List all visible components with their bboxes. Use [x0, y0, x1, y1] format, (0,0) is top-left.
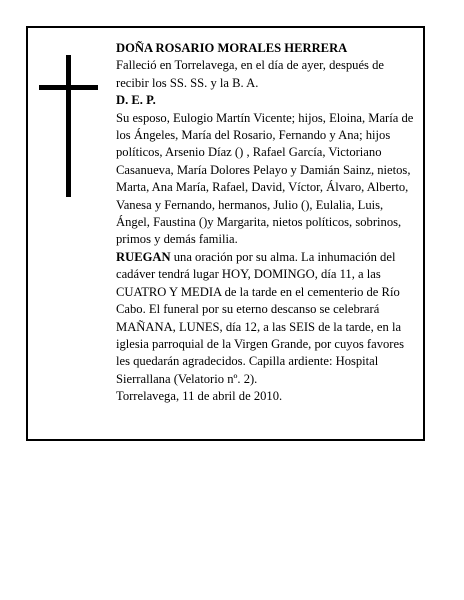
funeral-details: [116, 249, 416, 388]
place-date: Torrelavega, 11 de abril de 2010.: [116, 389, 283, 404]
deceased-name: DOÑA ROSARIO MORALES HERRERA: [116, 41, 348, 55]
ruegan-word: RUEGAN: [116, 249, 171, 264]
cross-horizontal-bar: [39, 85, 98, 90]
obituary-notice: [26, 26, 425, 441]
family-list: Su esposo, Eulogio Martín Vicente; hijos, Eloina, María de los Ángeles, María del Rosario, Fernando y Ana; hijos políticos, Arsenio Díaz () , Rafael García, Victoriano Casanueva, María Dolores Pelayo y Damián Sainz, nietos, Marta, Ana María, Rafael, David, Víctor, Álvaro, Alberto, Vanesa y Fernando, hermanos, Julio (), Eulalia, Luis, Ángel, Faustina ()y Margarita, nietos políticos, sobrinos, primos y demás familia.: [116, 110, 414, 247]
cross-vertical-bar: [66, 55, 71, 197]
rest-in-peace: D. E. P.: [116, 93, 156, 108]
death-announcement: Falleció en Torrelavega, en el día de ayer, después de recibir los SS. SS. y la B. A.: [116, 58, 384, 90]
funeral-details-text: una oración por su alma. La inhumación del cadáver tendrá lugar HOY, DOMINGO, día 11, a las CUATRO Y MEDIA de la tarde en el cementerio de Río Cabo. El funeral por su eterno descanso se celebrará MAÑANA, LUNES, día 12, a las SEIS de la tarde, en la iglesia parroquial de la Virgen Grande, por cuyos favores les quedarán agradecidos. Capilla ardiente: Hospital Sierrallana (Velatorio nº. 2).: [116, 249, 404, 386]
notice-text: [116, 40, 416, 406]
